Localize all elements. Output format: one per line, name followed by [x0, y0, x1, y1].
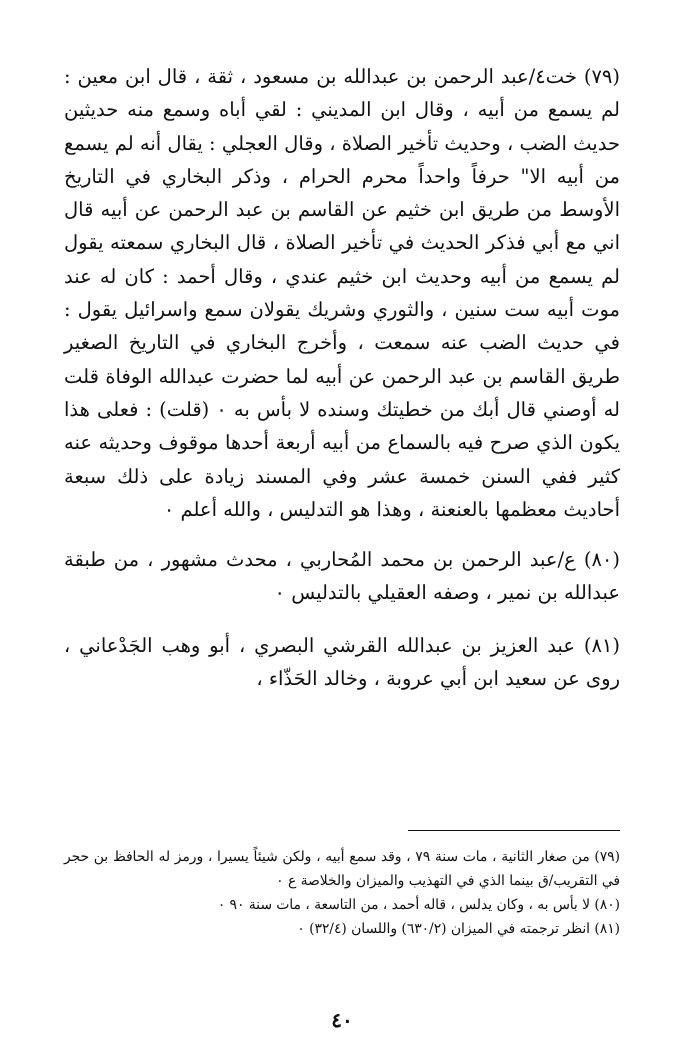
- footnote-80: (٨٠) لا بأس به ، وكان يدلس ، قاله أحمد ، من التاسعة ، مات سنة ٩٠ ٠: [217, 897, 620, 913]
- footnote-separator: [408, 830, 620, 831]
- footnote-79: (٧٩) من صغار الثانية ، مات سنة ٧٩ ، وقد سمع أبيه ، ولكن شيئاً يسيرا ، ورمز له الحافظ بن حجر في التقريب/ق بينما الذي في التهذيب والميزان والخلاصة ع ٠: [64, 849, 620, 889]
- footnotes: [64, 845, 620, 941]
- entry-80: (٨٠) ع/عبد الرحمن بن محمد المُحاربي ، محدث مشهور ، من طبقة عبدالله بن نمير ، وصفه العقيلي بالتدليس ٠: [64, 548, 620, 605]
- entry-79: (٧٩) خت٤/عبد الرحمن بن عبدالله بن مسعود ، ثقة ، قال ابن معين : لم يسمع من أبيه ، وقال ابن المديني : لقي أباه وسمع منه حديثين حديث الضب ، وحديث تأخير الصلاة ، وقال العجلي : يقال أنه لم يسمع من أبيه الا" حرفاً واحداً محرم الحرام ، وذكر البخاري في التاريخ الأوسط من طريق ابن خثيم عن القاسم بن عبد الرحمن عن أبيه قال اني مع أبي فذكر الحديث في تأخير الصلاة ، قال البخاري سمعته يقول لم يسمع من أبيه وحديث ابن خثيم عندي ، وقال أحمد : كان له عند موت أبيه ست سنين ، والثوري وشريك يقولان سمع واسرائيل يقول : في حديث الضب عنه سمعت ، وأخرج البخاري في التاريخ الصغير طريق القاسم بن عبد الرحمن عن أبيه لما حضرت عبدالله الوفاة قلت له أوصني قال أبك من خطيتك وسنده لا بأس به ٠ (قلت) : فعلى هذا يكون الذي صرح فيه بالسماع من أبيه أربعة أحدها موقوف وحديثه عنه كثير ففي السنن خمسة عشر وفي المسند زيادة على ذلك سبعة أحاديث معظمها بالعنعنة ، وهذا هو التدليس ، والله أعلم ٠: [64, 65, 620, 521]
- main-text: [64, 60, 620, 695]
- footnote-81: (٨١) انظر ترجمته في الميزان (٦٣٠/٢) واللسان (٣٢/٤) ٠: [297, 921, 620, 937]
- entry-81: (٨١) عبد العزيز بن عبدالله القرشي البصري ، أبو وهب الجَدْعاني ، روى عن سعيد ابن أبي عروبة ، وخالد الحَذّاء ،: [64, 633, 620, 691]
- page-number: ٤٠: [331, 1008, 353, 1032]
